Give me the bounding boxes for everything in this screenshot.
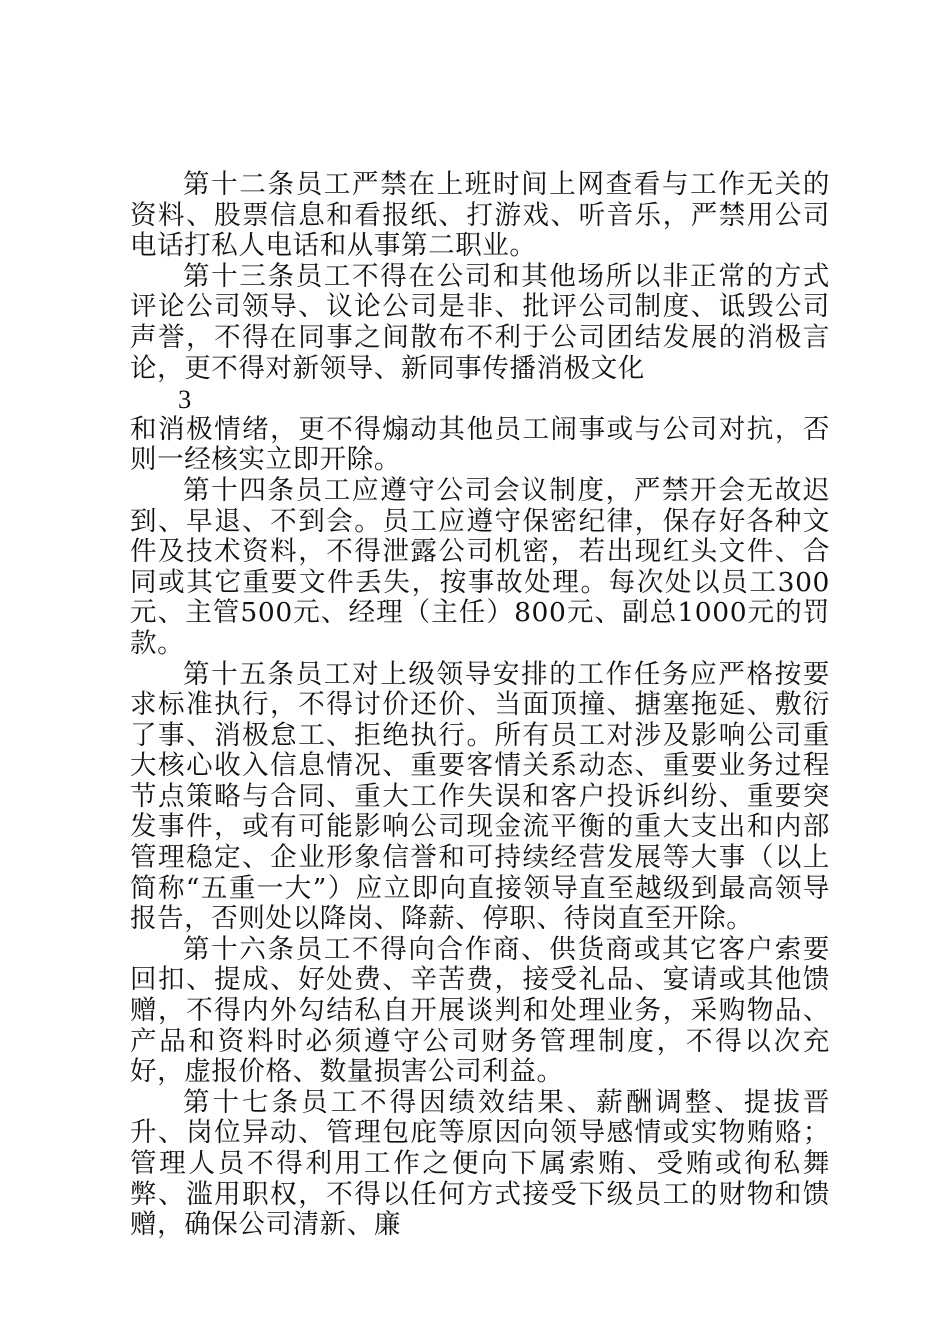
article-13-paragraph: 第十三条员工不得在公司和其他场所以非正常的方式评论公司领导、议论公司是非、批评公司制度、诋毁公司声誉，不得在同事之间散布不利于公司团结发展的消极言论，更不得对新领导、新同事传播消极文化 <box>130 260 830 384</box>
article-14-paragraph: 第十四条员工应遵守公司会议制度，严禁开会无故迟到、早退、不到会。员工应遵守保密纪律，保存好各种文件及技术资料，不得泄露公司机密，若出现红头文件、合同或其它重要文件丢失，按事故处理。每次处以员工300元、主管500元、经理（主任）800元、副总1000元的罚款。 <box>130 474 830 659</box>
article-16-paragraph: 第十六条员工不得向合作商、供货商或其它客户索要回扣、提成、好处费、辛苦费，接受礼品、宴请或其他馈赠，不得内外勾结私自开展谈判和处理业务，采购物品、产品和资料时必须遵守公司财务管理制度，不得以次充好，虚报价格、数量损害公司利益。 <box>130 933 830 1088</box>
document-body <box>130 170 830 1241</box>
article-12-paragraph: 第十二条员工严禁在上班时间上网查看与工作无关的资料、股票信息和看报纸、打游戏、听音乐，严禁用公司电话打私人电话和从事第二职业。 <box>130 169 830 262</box>
article-17-paragraph: 第十七条员工不得因绩效结果、薪酬调整、提拔晋升、岗位异动、管理包庇等原因向领导感情或实物贿赂；管理人员不得利用工作之便向下属索贿、受贿或徇私舞弊、滥用职权，不得以任何方式接受下级员工的财物和馈赠，确保公司清新、廉 <box>130 1086 830 1241</box>
page-number: 3 <box>178 384 192 415</box>
article-15-paragraph: 第十五条员工对上级领导安排的工作任务应严格按要求标准执行，不得讨价还价、当面顶撞、搪塞拖延、敷衍了事、消极怠工、拒绝执行。所有员工对涉及影响公司重大核心收入信息情况、重要客情关系动态、重要业务过程节点策略与合同、重大工作失误和客户投诉纠纷、重要突发事件，或有可能影响公司现金流平衡的重大支出和内部管理稳定、企业形象信誉和可持续经营发展等大事（以上简称“五重一大”）应立即向直接领导直至越级到最高领导报告，否则处以降岗、降薪、停职、待岗直至开除。 <box>130 658 830 935</box>
article-13-continuation: 和消极情绪，更不得煽动其他员工闹事或与公司对抗，否则一经核实立即开除。 <box>130 413 830 476</box>
